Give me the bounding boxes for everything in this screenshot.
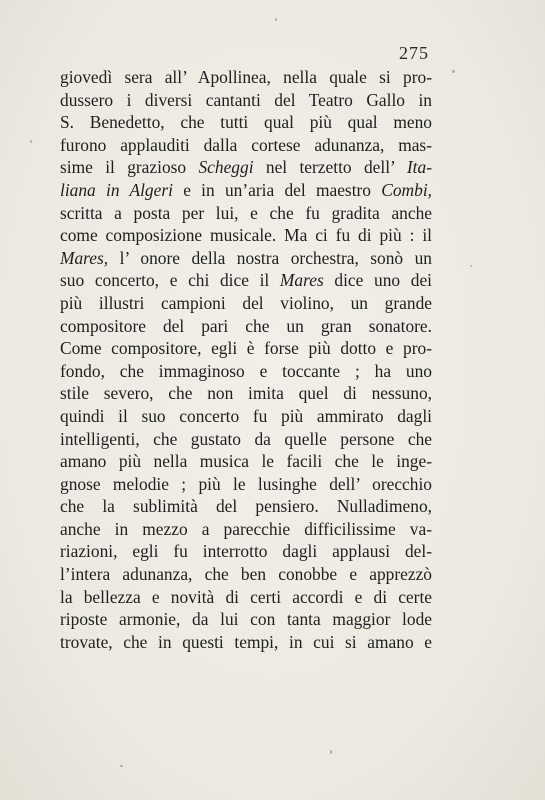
- text-line: [60, 518, 432, 541]
- text-run: la bellezza e novità di certi accordi e di certe: [60, 586, 432, 607]
- text-run: riposte armonie, da lui con tanta maggior lode: [60, 609, 432, 630]
- text-run: come composizione musicale. Ma ci fu di più : il: [60, 225, 432, 246]
- text-run: anche in mezzo a parecchie difficilissime va-: [60, 518, 432, 539]
- text-line: [60, 269, 432, 292]
- text-run: trovate, che in questi tempi, in cui si amano e: [60, 631, 432, 652]
- text-run: gnose melodie ; più le lusinghe dell’ orecchio: [60, 473, 432, 494]
- text-run: sime il grazioso: [60, 157, 199, 178]
- text-run: riazioni, egli fu interrotto dagli applausi del-: [60, 541, 432, 562]
- paper-speck: [452, 70, 455, 73]
- page-number: 275: [399, 43, 429, 63]
- text-line: [60, 247, 432, 270]
- text-run: quindi il suo concerto fu più ammirato dagli: [60, 405, 432, 426]
- text-line: [60, 315, 432, 338]
- text-line: [60, 405, 432, 428]
- text-run: intelligenti, che gustato da quelle persone che: [60, 428, 432, 449]
- text-line: [60, 473, 432, 496]
- paper-speck: [330, 750, 332, 754]
- paper-speck: [120, 765, 123, 767]
- italic-text: Mares: [279, 270, 324, 291]
- italic-text: Ita-: [406, 157, 432, 178]
- text-run: furono applauditi dalla cortese adunanza, mas-: [60, 134, 432, 155]
- text-line: [60, 540, 432, 563]
- text-run: suo concerto, e chi dice il: [60, 270, 280, 291]
- text-line: [60, 224, 432, 247]
- text-line: [60, 66, 432, 89]
- text-run: fondo, che immaginoso e toccante ; ha uno: [60, 360, 432, 381]
- text-line: [60, 202, 432, 225]
- text-line: [60, 586, 432, 609]
- text-run: compositore del pari che un gran sonatore.: [60, 315, 432, 336]
- text-line: [60, 156, 432, 179]
- italic-text: liana in Algeri: [60, 179, 173, 200]
- text-line: [60, 495, 432, 518]
- text-line: [60, 382, 432, 405]
- text-run: giovedì sera all’ Apollinea, nella quale si pro-: [60, 67, 432, 87]
- text-run: dussero i diversi cantanti del Teatro Gallo in: [60, 89, 432, 110]
- text-run: e in un’aria del maestro: [172, 179, 382, 200]
- text-line: [60, 292, 432, 315]
- italic-text: Combi,: [381, 179, 432, 200]
- text-line: [60, 360, 432, 383]
- text-line: [60, 450, 432, 473]
- text-line: [60, 134, 432, 157]
- text-line: [60, 608, 432, 631]
- text-line: [60, 89, 432, 112]
- paper-speck: [30, 140, 32, 143]
- text-run: dice uno dei: [323, 270, 432, 291]
- paper-speck: [470, 265, 472, 267]
- text-run: l’ onore della nostra orchestra, sonò un: [108, 247, 432, 268]
- text-run: scritta a posta per lui, e che fu gradita anche: [60, 202, 432, 223]
- text-line: [60, 428, 432, 451]
- text-line: [60, 563, 432, 586]
- text-run: stile severo, che non imita quel di nessuno,: [60, 383, 432, 404]
- italic-text: Mares,: [60, 247, 109, 268]
- text-run: che la sublimità del pensiero. Nulladimeno,: [60, 496, 432, 517]
- paper-speck: [275, 18, 277, 21]
- text-line: [60, 337, 432, 360]
- italic-text: Scheggi: [198, 157, 254, 178]
- text-run: Come compositore, egli è forse più dotto e pro-: [60, 338, 432, 359]
- text-line: [60, 631, 432, 654]
- text-run: nel terzetto dell’: [253, 157, 407, 178]
- body-text: [60, 66, 432, 653]
- text-run: più illustri campioni del violino, un grande: [60, 292, 432, 313]
- text-run: S. Benedetto, che tutti qual più qual meno: [60, 112, 432, 133]
- text-line: [60, 111, 432, 134]
- text-run: amano più nella musica le facili che le inge-: [60, 451, 432, 472]
- text-run: l’intera adunanza, che ben conobbe e apprezzò: [60, 564, 432, 585]
- text-line: [60, 179, 432, 202]
